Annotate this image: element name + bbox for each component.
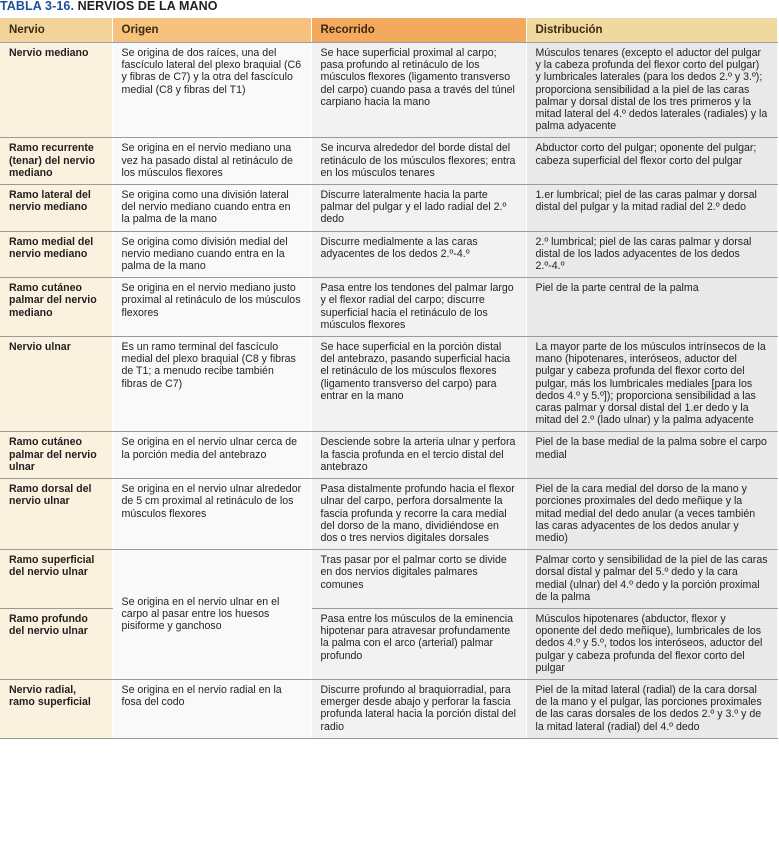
cell-origen: Se origina en el nervio mediano una vez ha pasado distal al retináculo de los músculos flexores	[112, 138, 311, 185]
cell-recorrido: Pasa entre los músculos de la eminencia hipotenar para atravesar profundamente la palma con el arco (arterial) palmar profundo	[311, 608, 526, 679]
cell-recorrido: Pasa distalmente profundo hacia el flexor ulnar del carpo, perfora dorsalmente la fascia profunda y recorre la cara medial del dorso de la mano, dividiéndose en dos o tres nervios digitales dorsales	[311, 479, 526, 550]
cell-nervio: Nervio radial, ramo superficial	[0, 679, 112, 738]
cell-origen: Se origina de dos raíces, una del fascículo lateral del plexo braquial (C6 y fibras de C7) y la otra del fascículo medial (C8 y fibras del T1)	[112, 43, 311, 138]
header-recorrido: Recorrido	[311, 18, 526, 43]
header-row	[0, 18, 777, 43]
table-number: TABLA 3-16.	[0, 0, 75, 13]
cell-distribucion: Piel de la parte central de la palma	[526, 278, 777, 337]
cell-distribucion: Piel de la mitad lateral (radial) de la cara dorsal de la mano y el pulgar, las porciones proximales de las caras dorsales de los dedos 2.º y 3.º y de la mitad lateral (radial) del 4.º dedo	[526, 679, 777, 738]
cell-recorrido: Pasa entre los tendones del palmar largo y el flexor radial del carpo; discurre superficial hacia el retináculo de los músculos flexores	[311, 278, 526, 337]
cell-recorrido: Discurre medialmente a las caras adyacentes de los dedos 2.º-4.º	[311, 231, 526, 278]
cell-origen: Se origina en el nervio ulnar cerca de la porción media del antebrazo	[112, 432, 311, 479]
table-row	[0, 550, 777, 609]
header-distribucion: Distribución	[526, 18, 777, 43]
cell-nervio: Ramo profundo del nervio ulnar	[0, 608, 112, 679]
cell-nervio: Ramo dorsal del nervio ulnar	[0, 479, 112, 550]
table-row	[0, 479, 777, 550]
table-row	[0, 43, 777, 138]
table-row	[0, 337, 777, 432]
table-title	[0, 0, 779, 18]
cell-distribucion: La mayor parte de los músculos intrínsecos de la mano (hipotenares, interóseos, aductor del pulgar y cabeza profunda del flexor corto del pulgar, más los lumbricales mediales [para los dedos 4.º y 5.º]); proporciona sensibilidad a las caras palmar y dorsal distal del 1.er dedo y la mitad del 2.º (lado ulnar) y la palma adyacente	[526, 337, 777, 432]
table-row	[0, 432, 777, 479]
cell-recorrido: Se incurva alrededor del borde distal del retináculo de los músculos flexores; entra en los músculos tenares	[311, 138, 526, 185]
cell-nervio: Ramo cutáneo palmar del nervio ulnar	[0, 432, 112, 479]
cell-recorrido: Se hace superficial proximal al carpo; pasa profundo al retináculo de los músculos flexores (ligamento transverso del carpo) cuando pasa a través del túnel carpiano hacia la mano	[311, 43, 526, 138]
cell-nervio: Ramo lateral del nervio mediano	[0, 185, 112, 232]
cell-nervio: Ramo recurrente (tenar) del nervio mediano	[0, 138, 112, 185]
cell-distribucion: Abductor corto del pulgar; oponente del pulgar; cabeza superficial del flexor corto del pulgar	[526, 138, 777, 185]
cell-nervio: Nervio ulnar	[0, 337, 112, 432]
cell-origen: Se origina en el nervio ulnar alrededor de 5 cm proximal al retináculo de los músculos flexores	[112, 479, 311, 550]
cell-origen: Se origina como una división lateral del nervio mediano cuando entra en la palma de la mano	[112, 185, 311, 232]
table-name: NERVIOS DE LA MANO	[77, 0, 218, 13]
table-row	[0, 231, 777, 278]
cell-recorrido: Desciende sobre la arteria ulnar y perfora la fascia profunda en el tercio distal del antebrazo	[311, 432, 526, 479]
cell-distribucion: Músculos hipotenares (abductor, flexor y oponente del dedo meñique), lumbricales de los dedos 4.º y 5.º, todos los interóseos, aductor del pulgar y cabeza profunda del flexor corto del pulgar	[526, 608, 777, 679]
cell-recorrido: Discurre lateralmente hacia la parte palmar del pulgar y el lado radial del 2.º dedo	[311, 185, 526, 232]
cell-distribucion: 2.º lumbrical; piel de las caras palmar y dorsal distal de los lados adyacentes de los dedos 2.º-4.º	[526, 231, 777, 278]
cell-origen: Se origina en el nervio mediano justo proximal al retináculo de los músculos flexores	[112, 278, 311, 337]
cell-distribucion: Piel de la base medial de la palma sobre el carpo medial	[526, 432, 777, 479]
cell-origen-shared: Se origina en el nervio ulnar en el carpo al pasar entre los huesos pisiforme y ganchoso	[112, 550, 311, 680]
cell-origen: Se origina como división medial del nervio mediano cuando entra en la palma de la mano	[112, 231, 311, 278]
table-row	[0, 679, 777, 738]
header-origen: Origen	[112, 18, 311, 43]
table-row	[0, 138, 777, 185]
cell-distribucion: Músculos tenares (excepto el aductor del pulgar y la cabeza profunda del flexor corto del pulgar) y lumbricales laterales (para los dedos 2.º y 3.º); proporciona sensibilidad a la piel de las caras palmar y dorsal distal de los tres primeros y la mitad lateral del 4.º dedos laterales (radiales) y la palma adyacente	[526, 43, 777, 138]
cell-nervio: Nervio mediano	[0, 43, 112, 138]
cell-origen: Es un ramo terminal del fascículo medial del plexo braquial (C8 y fibras de T1; a menudo recibe también fibras de C7)	[112, 337, 311, 432]
cell-distribucion: Piel de la cara medial del dorso de la mano y porciones proximales del dedo meñique y la mitad medial del dedo anular (a veces también las caras adyacentes de los dedos anular y medio)	[526, 479, 777, 550]
cell-distribucion: Palmar corto y sensibilidad de la piel de las caras dorsal distal y palmar del 5.º dedo y la cara medial (ulnar) del 4.º dedo y la porción proximal de la palma	[526, 550, 777, 609]
cell-recorrido: Tras pasar por el palmar corto se divide en dos nervios digitales palmares comunes	[311, 550, 526, 609]
cell-recorrido: Se hace superficial en la porción distal del antebrazo, pasando superficial hacia el retináculo de los músculos flexores (ligamento transverso del carpo) para entrar en la mano	[311, 337, 526, 432]
cell-origen: Se origina en el nervio radial en la fosa del codo	[112, 679, 311, 738]
cell-distribucion: 1.er lumbrical; piel de las caras palmar y dorsal distal del pulgar y la mitad radial del 2.º dedo	[526, 185, 777, 232]
table-row	[0, 278, 777, 337]
cell-nervio: Ramo superficial del nervio ulnar	[0, 550, 112, 609]
cell-nervio: Ramo medial del nervio mediano	[0, 231, 112, 278]
table-row	[0, 185, 777, 232]
header-nervio: Nervio	[0, 18, 112, 43]
nerves-table	[0, 18, 778, 739]
cell-nervio: Ramo cutáneo palmar del nervio mediano	[0, 278, 112, 337]
cell-recorrido: Discurre profundo al braquiorradial, para emerger desde abajo y perforar la fascia profunda lateral hacia la porción distal del radio	[311, 679, 526, 738]
